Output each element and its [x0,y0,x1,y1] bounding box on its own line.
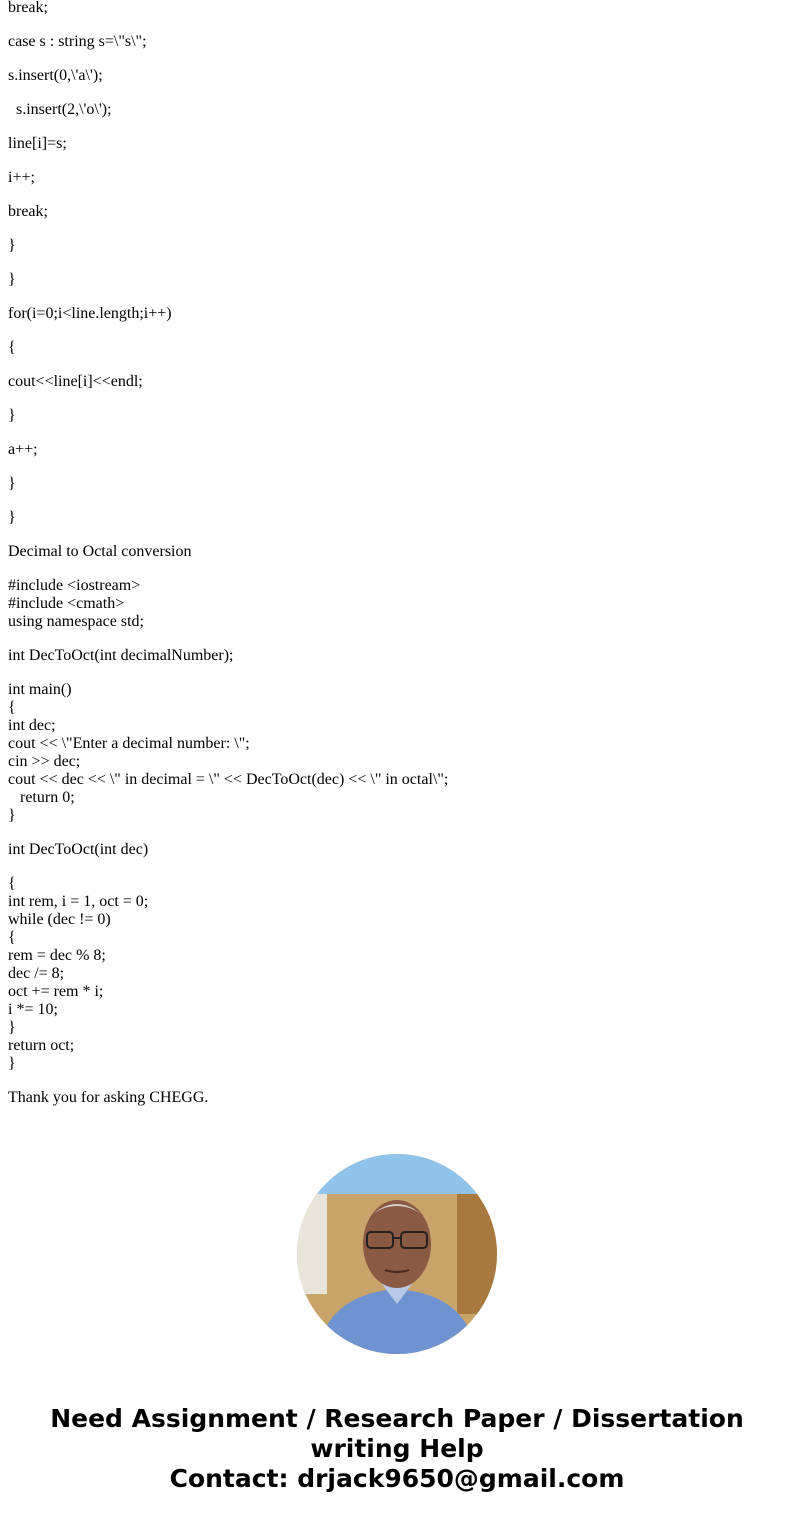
code-paragraph [8,441,786,459]
text-line: Thank you for asking CHEGG. [8,1089,209,1106]
text-line: oct += rem * i; [8,983,104,1000]
code-paragraph [8,67,786,85]
text-line: { [8,875,16,892]
text-line: dec /= 8; [8,965,65,982]
text-line: } [8,1019,16,1036]
text-line: for(i=0;i<line.length;i++) [8,305,172,322]
answer-content [8,0,786,1107]
text-line: s.insert(2,\'o\'); [8,101,112,118]
code-paragraph [8,101,786,119]
text-line: using namespace std; [8,613,144,630]
text-line: rem = dec % 8; [8,947,106,964]
text-line: cout<<line[i]<<endl; [8,373,143,390]
text-line: } [8,1055,16,1072]
code-paragraph [8,305,786,323]
code-paragraph [8,475,786,493]
text-line: cout << dec << \" in decimal = \" << DecToOct(dec) << \" in octal\"; [8,771,449,788]
contact-footer [8,1404,786,1494]
text-line: } [8,407,16,424]
text-line: s.insert(0,\'a\'); [8,67,103,84]
footer-line-2: writing Help [310,1434,484,1463]
code-paragraph [8,169,786,187]
text-line: line[i]=s; [8,135,67,152]
text-line: { [8,929,16,946]
code-paragraph [8,135,786,153]
text-line: } [8,271,16,288]
code-paragraph [8,237,786,255]
code-paragraph [8,681,786,825]
text-line: i *= 10; [8,1001,58,1018]
text-line: return 0; [8,789,75,806]
author-photo [297,1154,497,1354]
code-paragraph [8,577,786,631]
text-line: return oct; [8,1037,75,1054]
text-line: break; [8,203,48,220]
text-line: Decimal to Octal conversion [8,543,192,560]
code-paragraph [8,1089,786,1107]
text-line: int dec; [8,717,56,734]
text-line: a++; [8,441,38,458]
text-line: int DecToOct(int dec) [8,841,149,858]
text-line: } [8,237,16,254]
text-line: int main() [8,681,72,698]
text-line: i++; [8,169,35,186]
code-paragraph [8,339,786,357]
text-line: int rem, i = 1, oct = 0; [8,893,149,910]
author-photo-container [8,1154,786,1354]
code-paragraph [8,271,786,289]
text-line: #include <iostream> [8,577,141,594]
code-paragraph [8,647,786,665]
text-line: } [8,807,16,824]
text-line: break; [8,0,48,16]
text-line: { [8,339,16,356]
footer-contact: Contact: drjack9650@gmail.com [169,1464,625,1493]
code-paragraph [8,0,786,17]
text-line: #include <cmath> [8,595,125,612]
text-line: case s : string s=\"s\"; [8,33,147,50]
text-line: { [8,699,16,716]
code-paragraph [8,373,786,391]
footer-line-1: Need Assignment / Research Paper / Dissertation [50,1404,744,1433]
code-paragraph [8,543,786,561]
text-line: } [8,475,16,492]
text-line: cin >> dec; [8,753,81,770]
code-paragraph [8,33,786,51]
code-paragraph [8,875,786,1073]
code-paragraph [8,509,786,527]
text-line: while (dec != 0) [8,911,111,928]
code-paragraph [8,203,786,221]
text-line: cout << \"Enter a decimal number: \"; [8,735,250,752]
code-paragraph [8,841,786,859]
text-line: } [8,509,16,526]
text-line: int DecToOct(int decimalNumber); [8,647,234,664]
code-paragraph [8,407,786,425]
